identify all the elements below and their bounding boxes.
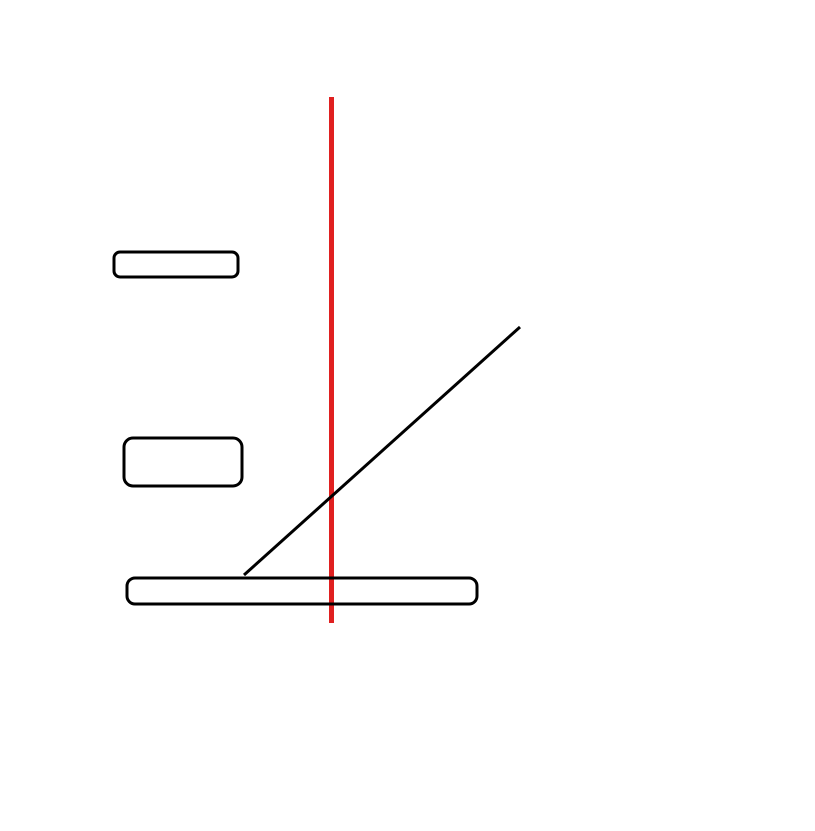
- oil-water-contact-line: [244, 327, 520, 575]
- oil-zone-box-upper: [114, 252, 238, 277]
- resistivity-cutoff-line: [329, 97, 334, 623]
- water-zone-box: [127, 578, 477, 604]
- oil-zone-box-lower: [124, 438, 242, 486]
- question-a: [143, 707, 274, 741]
